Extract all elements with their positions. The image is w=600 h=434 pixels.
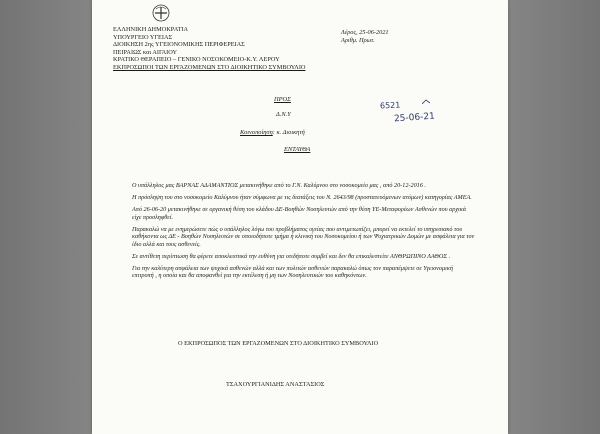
viewer-right-margin [508,0,600,434]
header-line: ΠΕΙΡΑΙΩΣ και ΑΙΓΑΙΟΥ [113,48,178,56]
protocol-number: Αριθμ. Πρωτ. [341,36,375,44]
body-paragraph: Η πρόσληψη του στο νοσοκομείο Καλύμνου ήταν σύμφωνα με τις διατάξεις του Ν. 2643/98 (προστατευόμενων ατόμων) κατηγορίας ΑΜΕΑ. [132,194,472,202]
cc-value: : κ. Διοικητή [272,129,305,136]
received-stamp-number: 6521 [379,100,401,111]
to-label: ΠΡΟΣ [274,96,291,103]
letter-body [132,182,475,285]
body-paragraph: Για την καλύτερη ασφάλεια των ψυχικά ασθενών αλλά και των πολιτών ασθενών παρακαλώ όπως τον παραπέμψετε σε Υγειονομική επιτροπή , η οποία και θα αποφανθεί για την εκτέλεση ή μη των Νοσηλευτικών του καθηκόντων. [132,264,453,280]
date-block [341,29,389,44]
document-page [92,0,508,434]
header-line: ΕΚΠΡΟΣΩΠΟΙ ΤΩΝ ΕΡΓΑΖΟΜΕΝΩΝ ΣΤΟ ΔΙΟΙΚΗΤΙΚΟ ΣΥΜΒΟΥΛΙΟ [113,63,306,71]
signature-role: Ο ΕΚΠΡΟΣΩΠΟΣ ΤΩΝ ΕΡΓΑΖΟΜΕΝΩΝ ΣΤΟ ΔΙΟΙΚΗΤΙΚΟ ΣΥΜΒΟΥΛΙΟ [178,340,379,347]
body-paragraph: Από 26-06-20 μετακινήθηκε σε οργανική θέση του κλάδου ΔΕ-Βοηθών Νοσηλευτών από την θέση ΥΕ-Μεταφορέων Ασθενών που αρχικά είχε προσληφθεί. [132,206,466,221]
recipient-here [284,146,310,154]
body-paragraph: Ο υπάλληλος μας ΒΑΡΝΑΣ ΑΔΑΜΑΝΤΙΟΣ μετακινήθηκε από το Γ.Ν. Καλύμνου στο νοσοκομείο μας , από 20-12-2016 . [132,182,426,189]
recipient-to [276,111,291,119]
header-line: ΔΙΟΙΚΗΣΗ 2ης ΥΓΕΙΟΝΟΜΙΚΗΣ ΠΕΡΙΦΕΡΕΙΑΣ [113,41,245,49]
header-line: ΚΡΑΤΙΚΟ ΘΕΡΑΠΕΙΟ – ΓΕΝΙΚΟ ΝΟΣΟΚΟΜΕΙΟ-Κ.Υ. ΛΕΡΟΥ [113,56,280,64]
here-label: ΕΝΤΑΥΘΑ [284,146,311,153]
recipient-cc [240,129,305,137]
sender-header [113,26,305,72]
body-paragraph: Παρακαλώ να με ενημερώσετε πώς ο υπάλληλος λόγω του προβλήματος υγείας που αντιμετωπίζει, μπορεί να εκτελεί το υπηρεσιακό του καθήκοντα ως ΔΕ - Βοηθών Νοσηλευτών σε οποιοδήποτε τμήμα ή κλινική του Νοσοκομείου ή των Ψυχιατρικών Δομών με ασφάλεια για τον ίδιο αλλά και τους ασθενείς. [132,225,475,248]
viewer-left-margin [0,0,92,434]
body-paragraph: Σε αντίθετη περίπτωση θα φέρετε αποκλειστικά την ευθύνη για οτιδήποτε συμβεί και δεν θα επικαλεστείτε ΑΝΘΡΩΠΙΝΟ ΛΑΘΟΣ . [132,252,451,260]
header-line: ΥΠΟΥΡΓΕΙΟ ΥΓΕΙΑΣ [113,33,173,41]
signature-name: ΤΣΑΧΟΥΡΓΙΑΝΙΔΗΣ ΑΝΑΣΤΑΣΙΟΣ [226,381,325,388]
header-line: ΕΛΛΗΝΙΚΗ ΔΗΜΟΚΡΑΤΙΑ [113,26,189,33]
cc-label: Κοινοποίηση [240,129,273,136]
received-stamp-date: 25-06-21 [393,111,436,125]
greek-coat-of-arms-icon [152,4,170,22]
place-date: Λέρος, 25-06-2021 [341,29,389,36]
stamp-mark-icon [422,99,430,105]
to-value: Δ.Ν.Υ [276,111,291,118]
recipient-to-label [274,96,291,104]
